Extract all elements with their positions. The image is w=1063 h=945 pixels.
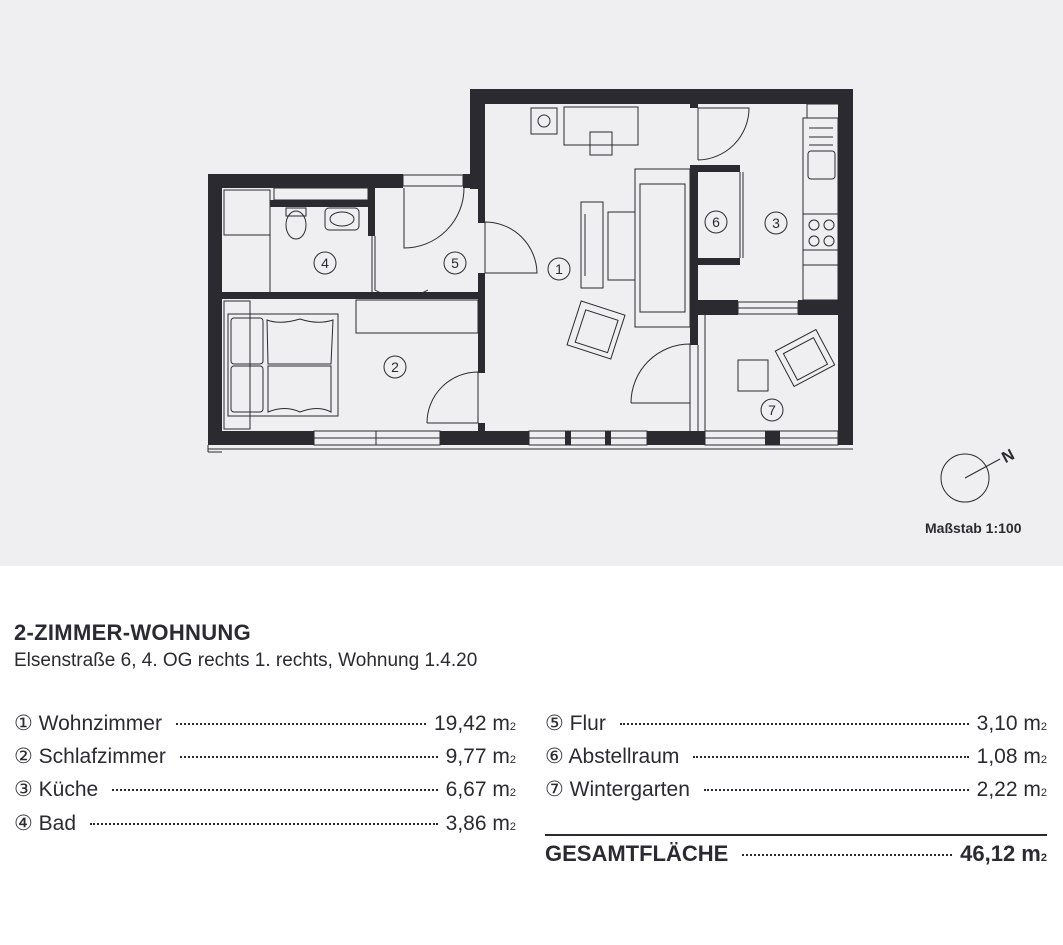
room-label: ⑦ Wintergarten [545,778,690,801]
total-area: 46,12 m [960,841,1041,866]
area-exponent: 2 [1040,852,1047,864]
leader-dots [620,723,969,725]
walls [208,89,853,445]
room-area: 2,22 m [976,778,1041,801]
room-row-wohnzimmer [14,711,516,741]
room-label: ① Wohnzimmer [14,712,162,735]
room-area: 6,67 m [445,778,510,801]
room-label: ⑥ Abstellraum [545,745,680,768]
window-outlines [208,104,853,452]
leader-dots [112,789,437,791]
room-row-kueche [14,777,516,807]
shower [224,190,270,235]
room-marker-2: 2 [391,359,399,375]
room-marker-1: 1 [555,261,563,277]
room-area: 3,10 m [976,712,1041,735]
room-row-abstellraum [545,744,1047,774]
room-marker-5: 5 [451,255,459,271]
north-arrow-icon [941,447,1017,502]
table [608,212,635,280]
apartment-address: Elsenstraße 6, 4. OG rechts 1. rechts, Wohnung 1.4.20 [14,650,478,671]
washer [531,108,557,134]
area-exponent: 2 [1040,721,1047,733]
tv-board [581,202,603,288]
room-row-schlafzimmer [14,744,516,774]
area-exponent: 2 [509,787,516,799]
room-label: ② Schlafzimmer [14,745,166,768]
scale-label: Maßstab 1:100 [925,520,1022,536]
room-row-bad [14,811,516,841]
leader-dots [180,756,438,758]
room-label: ④ Bad [14,812,77,835]
area-exponent: 2 [1040,754,1047,766]
room-marker-7: 7 [768,402,776,418]
leader-dots [742,854,952,856]
room-marker-3: 3 [772,215,780,231]
side-table [738,360,768,391]
leader-dots [693,756,968,758]
room-label: ⑤ Flur [545,712,606,735]
area-exponent: 2 [1040,787,1047,799]
armchair-wintergarden [775,330,834,387]
room-marker-6: 6 [712,214,720,230]
bed [228,314,338,416]
apartment-title: 2-ZIMMER-WOHNUNG [14,620,251,645]
room-area: 9,77 m [445,745,510,768]
leader-dots [90,823,438,825]
desk [564,107,638,145]
leader-dots [704,789,969,791]
room-row-flur [545,711,1047,741]
room-row-wintergarten [545,777,1047,807]
room-area: 1,08 m [976,745,1041,768]
room-area: 3,86 m [445,812,510,835]
total-divider [545,834,1047,836]
room-label: ③ Küche [14,778,99,801]
area-exponent: 2 [509,821,516,833]
room-marker-4: 4 [321,255,329,271]
sofa [635,169,690,327]
north-label: N [999,446,1018,467]
room-markers [314,211,787,421]
room-area: 19,42 m [433,712,510,735]
toilet [286,211,306,239]
wardrobe [356,300,478,333]
area-exponent: 2 [509,721,516,733]
armchair-living [567,301,625,359]
total-label: GESAMTFLÄCHE [545,841,729,866]
area-exponent: 2 [509,754,516,766]
kitchen-sink [808,151,835,179]
total-row [545,841,1047,871]
leader-dots [176,723,426,725]
